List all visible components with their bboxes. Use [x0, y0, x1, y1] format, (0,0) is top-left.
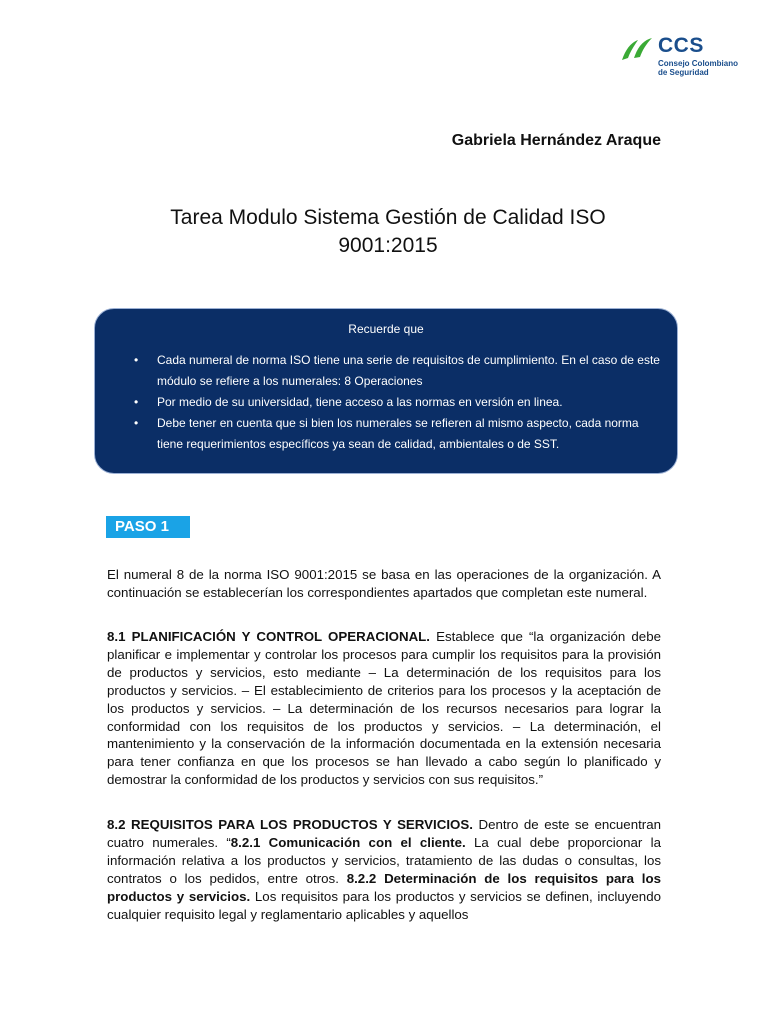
title-line-2: 9001:2015 [338, 234, 438, 257]
reminder-item-text: Cada numeral de norma ISO tiene una serie de requisitos de cumplimiento. En el caso de este módulo se refiere a los numerales: 8 Operaciones [157, 353, 660, 388]
section-8-2-text-1: Dentro de este se encuentran cuatro numerales. “ [107, 817, 661, 850]
bullet-icon: • [134, 416, 139, 430]
logo-name [658, 59, 748, 77]
intro-paragraph: El numeral 8 de la norma ISO 9001:2015 se basa en las operaciones de la organización. A continuación se establecerían los correspondientes apartados que completan este numeral. [107, 567, 661, 600]
reminder-item-text: Debe tener en cuenta que si bien los numerales se refieren al mismo aspecto, cada norma tiene requerimientos específicos ya sean de calidad, ambientales o de SST. [157, 416, 639, 451]
reminder-list [132, 350, 662, 455]
section-8-1-heading: 8.1 PLANIFICACIÓN Y CONTROL OPERACIONAL. [107, 629, 430, 644]
logo-name-line1: Consejo Colombiano [658, 59, 738, 68]
document-title [100, 204, 676, 260]
reminder-box [94, 308, 678, 474]
leaf-icon [620, 34, 656, 64]
section-8-1-paragraph [107, 628, 661, 789]
section-8-2-paragraph [107, 816, 661, 923]
ccs-logo [620, 34, 740, 84]
section-8-2-2-heading: 8.2.2 Determinación de los requisitos para los productos y servicios. [107, 870, 661, 904]
section-8-2-heading: 8.2 REQUISITOS PARA LOS PRODUCTOS Y SERVICIOS. [107, 817, 473, 832]
bullet-icon: • [134, 353, 139, 367]
section-8-2-text-3: Los requisitos para los productos y servicios se definen, incluyendo cualquier requisito legal y reglamentario aplicables y aquellos [107, 888, 661, 922]
section-8-1-text: Establece que “la organización debe planificar e implementar y controlar los procesos para cumplir los requisitos para la provisión de productos y servicios, esto mediante – La determinación de los requisitos para los productos y servicios. – El establecimiento de criterios para los procesos y la aceptación de los productos y servicios. – La determinación de los recursos necesarios para lograr la conformidad con los requisitos de los productos y servicios. – La determinación, el mantenimiento y la conservación de la información documentada en la extensión necesaria para tener confianza en que los procesos se han llevado a cabo según lo planificado y demostrar la conformidad de los productos y servicios con sus requisitos.” [107, 629, 661, 788]
title-line-1: Tarea Modulo Sistema Gestión de Calidad ISO [170, 206, 606, 229]
reminder-item-text: Por medio de su universidad, tiene acceso a las normas en versión en linea. [157, 395, 563, 409]
section-8-2-1-heading: 8.2.1 Comunicación con el cliente. [230, 834, 466, 850]
reminder-item [132, 413, 662, 455]
step-label: PASO 1 [106, 516, 190, 538]
author-name: Gabriela Hernández Araque [451, 132, 661, 149]
section-8-2-text-2: La cual debe proporcionar la información relativa a los productos y servicios, tratamiento de las dudas o consultas, los contratos o los pedidos, entre otros. [107, 834, 661, 886]
logo-name-line2: de Seguridad [658, 68, 709, 77]
bullet-icon: • [134, 395, 139, 409]
reminder-item [132, 350, 662, 392]
reminder-item [132, 392, 662, 413]
logo-acronym: CCS [658, 34, 704, 57]
reminder-heading: Recuerde que [348, 322, 424, 336]
